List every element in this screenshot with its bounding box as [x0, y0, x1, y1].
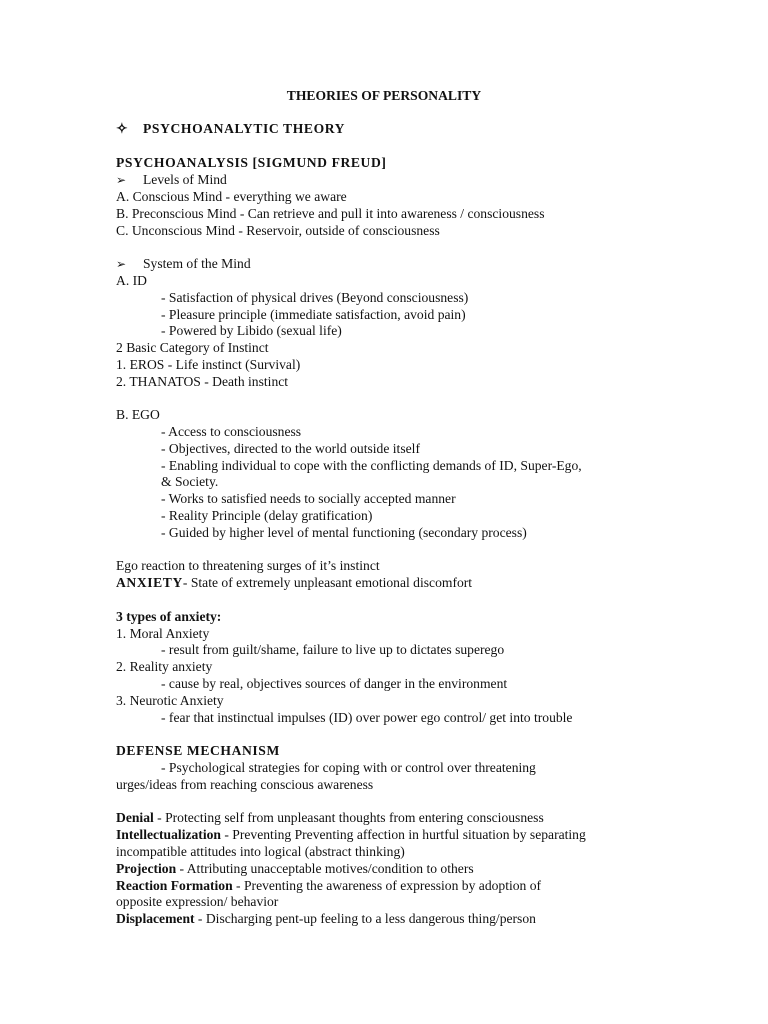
defense-text: - Attributing unacceptable motives/condition to others [176, 861, 474, 876]
defense-term: Denial [116, 810, 154, 825]
levels-heading [116, 172, 227, 189]
list-item: B. Preconscious Mind - Can retrieve and pull it into awareness / consciousness [116, 206, 545, 221]
list-item: - result from guilt/shame, failure to live up to dictates superego [161, 642, 505, 657]
list-item: A. Conscious Mind - everything we aware [116, 189, 347, 204]
defense-term: Reaction Formation [116, 878, 233, 893]
section-heading-text: PSYCHOANALYTIC THEORY [143, 121, 346, 136]
list-item: - Satisfaction of physical drives (Beyond consciousness) [161, 290, 469, 305]
defense-term: Displacement [116, 911, 195, 926]
system-heading [116, 256, 251, 273]
list-item: 1. EROS - Life instinct (Survival) [116, 357, 301, 372]
list-item: 2. Reality anxiety [116, 659, 213, 674]
defense-text-continued: opposite expression/ behavior [116, 894, 279, 909]
anxiety-term: ANXIETY [116, 575, 183, 590]
list-item: - Reality Principle (delay gratification) [161, 508, 373, 523]
ego-label: B. EGO [116, 407, 160, 422]
anxiety-definition [116, 575, 472, 592]
list-item [116, 827, 586, 844]
defense-description: - Psychological strategies for coping with or control over threatening [161, 760, 536, 775]
list-item: - Works to satisfied needs to socially accepted manner [161, 491, 456, 506]
list-item: 1. Moral Anxiety [116, 626, 210, 641]
defense-term: Intellectualization [116, 827, 221, 842]
defense-text: - Preventing Preventing affection in hurtful situation by separating [220, 827, 586, 842]
page-title: THEORIES OF PERSONALITY [286, 88, 482, 103]
list-item [116, 878, 541, 895]
defense-text: - Discharging pent-up feeling to a less dangerous thing/person [194, 911, 536, 926]
defense-text-continued: incompatible attitudes into logical (abstract thinking) [116, 844, 405, 859]
levels-heading-text: Levels of Mind [143, 172, 227, 187]
list-item: - cause by real, objectives sources of danger in the environment [161, 676, 508, 691]
system-heading-text: System of the Mind [143, 256, 251, 271]
list-item: - Powered by Libido (sexual life) [161, 323, 342, 338]
arrow-bullet-icon: ➢ [116, 173, 127, 187]
list-item [116, 861, 474, 878]
list-item: & Society. [161, 474, 219, 489]
anxiety-definition-text: - State of extremely unpleasant emotional discomfort [182, 575, 473, 590]
id-label: A. ID [116, 273, 147, 288]
list-item [116, 911, 536, 928]
ego-reaction: Ego reaction to threatening surges of it’s instinct [116, 558, 380, 573]
list-item: C. Unconscious Mind - Reservoir, outside of consciousness [116, 223, 440, 238]
list-item: - fear that instinctual impulses (ID) over power ego control/ get into trouble [161, 710, 573, 725]
defense-term: Projection [116, 861, 177, 876]
list-item: - Objectives, directed to the world outside itself [161, 441, 420, 456]
list-item [116, 810, 544, 827]
list-item: 3. Neurotic Anxiety [116, 693, 224, 708]
list-item: - Pleasure principle (immediate satisfaction, avoid pain) [161, 307, 466, 322]
list-item: 2. THANATOS - Death instinct [116, 374, 289, 389]
arrow-bullet-icon: ➢ [116, 257, 127, 271]
list-item: - Access to consciousness [161, 424, 302, 439]
defense-description: urges/ideas from reaching conscious awareness [116, 777, 374, 792]
instinct-heading: 2 Basic Category of Instinct [116, 340, 269, 355]
diamond-bullet-icon: ✧ [116, 122, 129, 137]
defense-text: - Protecting self from unpleasant thoughts from entering consciousness [153, 810, 544, 825]
list-item: - Enabling individual to cope with the conflicting demands of ID, Super-Ego, [161, 458, 582, 473]
defense-heading: DEFENSE MECHANISM [116, 743, 280, 758]
subheading: PSYCHOANALYSIS [SIGMUND FREUD] [116, 155, 387, 170]
section-heading [116, 121, 345, 139]
anxiety-types-heading: 3 types of anxiety: [116, 609, 222, 624]
list-item: - Guided by higher level of mental functioning (secondary process) [161, 525, 527, 540]
defense-text: - Preventing the awareness of expression by adoption of [232, 878, 542, 893]
